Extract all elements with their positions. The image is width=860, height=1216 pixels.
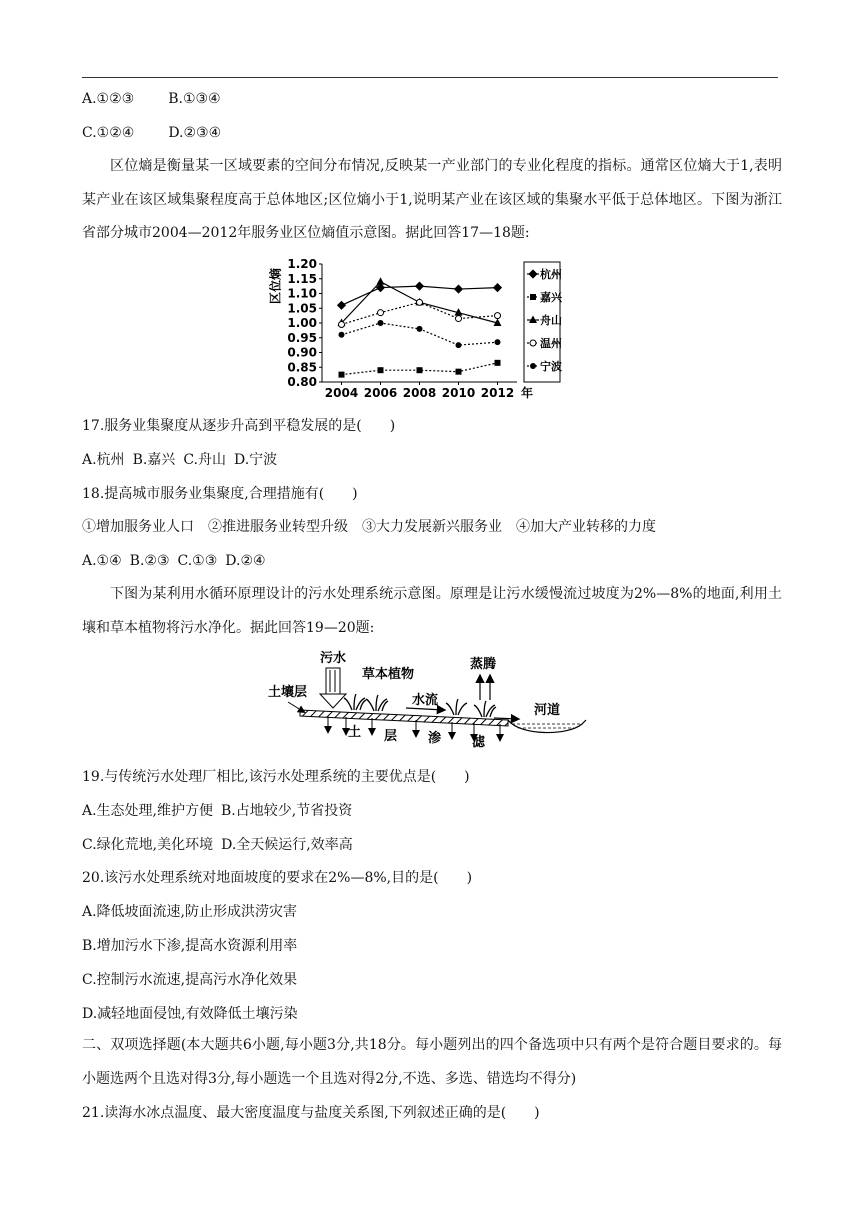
q20-option-d: D.减轻地面侵蚀,有效降低土壤污染 (82, 1006, 298, 1022)
chart-legend-label: 宁波 (540, 360, 562, 373)
chart-series-2 (339, 360, 501, 378)
chart-data-point (495, 313, 501, 319)
chart-x-tick-label: 2006 (363, 386, 398, 400)
sewage-inlet (326, 668, 340, 694)
label-seep-1: 土 (348, 725, 362, 740)
chart-y-tick-label: 0.80 (287, 375, 317, 389)
chart-ylabel: 区位熵 (268, 267, 283, 305)
chart-series (337, 277, 502, 377)
q19-stem: 19.与传统污水处理厂相比,该污水处理系统的主要优点是( ) (82, 769, 470, 785)
chart-data-point (378, 320, 384, 326)
q20-option-a: A.降低坡面流速,防止形成洪涝灾害 (82, 904, 298, 920)
q17-option-c: C.舟山 (183, 452, 226, 468)
chart-data-point (415, 282, 424, 291)
chart-data-point (495, 339, 501, 345)
q17-option-a: A.杭州 (82, 452, 125, 468)
label-seep-4: 滤 (472, 735, 486, 750)
chart-y-tick-label: 1.10 (287, 286, 317, 301)
chart-x-tick-label: 2008 (402, 386, 437, 400)
label-river: 河道 (534, 703, 561, 718)
q19-options-1 (82, 801, 352, 821)
label-seep-3: 渗 (428, 731, 442, 746)
chart-legend-marker (530, 340, 536, 346)
section-2-header: 二、双项选择题(本大题共6小题,每小题3分,共18分。每小题列出的四个备选项中只有两个是符合题目要求的。每小题选两个且选对得3分,每小题选一个且选对得2分,不选、多选、错选均不得分) (82, 1037, 782, 1087)
chart-x-tick-label: 2004 (324, 386, 359, 400)
q17-option-b: B.嘉兴 (132, 452, 176, 468)
label-evaporation: 蒸腾 (470, 657, 497, 672)
q18-option-b: B.②③ (129, 553, 170, 569)
q16-options-row-2 (82, 123, 221, 143)
q18-item-3: ③大力发展新兴服务业 (362, 519, 502, 535)
label-plants: 草本植物 (362, 667, 415, 682)
label-sewage: 污水 (320, 651, 347, 666)
chart-y-ticks (287, 257, 322, 389)
q16-option-a: A.①②③ (82, 91, 135, 107)
label-soil-layer: 土壤层 (268, 685, 308, 700)
passage-19-20: 下图为某利用水循环原理设计的污水处理系统示意图。原理是让污水缓慢流过坡度为2%—8%的地面,利用土壤和草本植物将污水净化。据此回答19—20题: (82, 586, 782, 636)
chart-legend-label: 舟山 (540, 314, 562, 327)
q16-option-b: B.①③④ (168, 91, 221, 107)
chart-data-point (495, 360, 501, 366)
q17-option-d: D.宁波 (233, 452, 278, 468)
chart-data-point (339, 372, 345, 378)
chart-legend (524, 262, 562, 382)
q21-stem: 21.读海水冰点温度、最大密度温度与盐度关系图,下列叙述正确的是( ) (82, 1105, 540, 1121)
top-rule (82, 77, 778, 78)
chart-y-tick-label: 1.20 (287, 257, 317, 271)
chart-data-point (339, 321, 345, 327)
chart-data-point (456, 342, 462, 348)
chart-legend-label: 嘉兴 (540, 291, 562, 304)
q17-options (82, 450, 277, 470)
q18-options (82, 551, 266, 571)
chart-data-point (417, 326, 423, 332)
passage-17-18: 区位熵是衡量某一区域要素的空间分布情况,反映某一产业部门的专业化程度的指标。通常区位熵大于1,表明某产业在该区域集聚程度高于总体地区;区位熵小于1,说明某产业在该区域的集聚水平低于总体地区。下图为浙江省部分城市2004—2012年服务业区位熵值示意图。据此回答17—18题: (82, 158, 782, 241)
q20-option-c: C.控制污水流速,提高污水净化效果 (82, 972, 298, 988)
chart-legend-marker (530, 294, 536, 300)
chart-data-point (454, 284, 463, 293)
q18-stem: 18.提高城市服务业集聚度,合理措施有( ) (82, 486, 358, 502)
chart-series-5 (339, 320, 501, 348)
chart-data-point (378, 367, 384, 373)
q19-option-d: D.全天候运行,效率高 (221, 837, 353, 853)
chart-data-point (456, 369, 462, 375)
location-entropy-chart (262, 256, 562, 401)
chart-y-tick-label: 1.15 (287, 271, 317, 286)
chart-legend-label: 杭州 (540, 268, 562, 281)
chart-legend-marker (530, 363, 536, 369)
chart-x-tick-label: 2010 (441, 386, 476, 400)
q19-options-2 (82, 835, 353, 855)
label-seep-2: 层 (384, 729, 398, 744)
q20-option-b: B.增加污水下渗,提高水资源利用率 (82, 938, 298, 954)
chart-data-point (339, 332, 345, 338)
q18-option-c: C.①③ (177, 553, 218, 569)
chart-y-tick-label: 0.90 (287, 345, 317, 360)
q19-option-b: B.占地较少,节省投资 (221, 803, 353, 819)
soil-slope (300, 710, 508, 726)
q18-item-1: ①增加服务业人口 (82, 519, 194, 535)
chart-data-point (493, 283, 502, 292)
q18-item-2: ②推进服务业转型升级 (208, 519, 348, 535)
chart-y-tick-label: 0.85 (287, 360, 317, 375)
q19-option-a: A.生态处理,维护方便 (82, 803, 214, 819)
chart-series-4 (339, 299, 501, 327)
chart-y-tick-label: 1.00 (287, 316, 317, 330)
q18-option-a: A.①④ (82, 553, 122, 569)
chart-x-tick-label: 2012 (480, 386, 515, 400)
chart-x-ticks (325, 382, 533, 400)
sewage-treatment-diagram (268, 648, 598, 750)
q20-stem: 20.该污水处理系统对地面坡度的要求在2%—8%,目的是( ) (82, 870, 473, 886)
q16-option-c: C.①②④ (82, 125, 135, 141)
q16-options-row-1 (82, 89, 221, 109)
q19-option-c: C.绿化荒地,美化环境 (82, 837, 214, 853)
chart-y-tick-label: 0.95 (287, 330, 317, 345)
chart-y-tick-label: 1.05 (287, 301, 317, 316)
q18-items (82, 517, 656, 537)
q18-option-d: D.②④ (225, 553, 266, 569)
chart-data-point (378, 310, 384, 316)
chart-data-point (456, 316, 462, 322)
chart-xlabel: 年 (521, 386, 534, 400)
river-channel (508, 720, 586, 733)
chart-data-point (377, 277, 385, 285)
q17-stem: 17.服务业集聚度从逐步升高到平稳发展的是( ) (82, 418, 396, 434)
chart-data-point (417, 299, 423, 305)
label-water-flow: 水流 (412, 693, 439, 708)
chart-data-point (417, 367, 423, 373)
q18-item-4: ④加大产业转移的力度 (516, 519, 656, 535)
chart-legend-label: 温州 (540, 337, 562, 350)
q16-option-d: D.②③④ (168, 125, 222, 141)
chart-data-point (337, 301, 346, 310)
